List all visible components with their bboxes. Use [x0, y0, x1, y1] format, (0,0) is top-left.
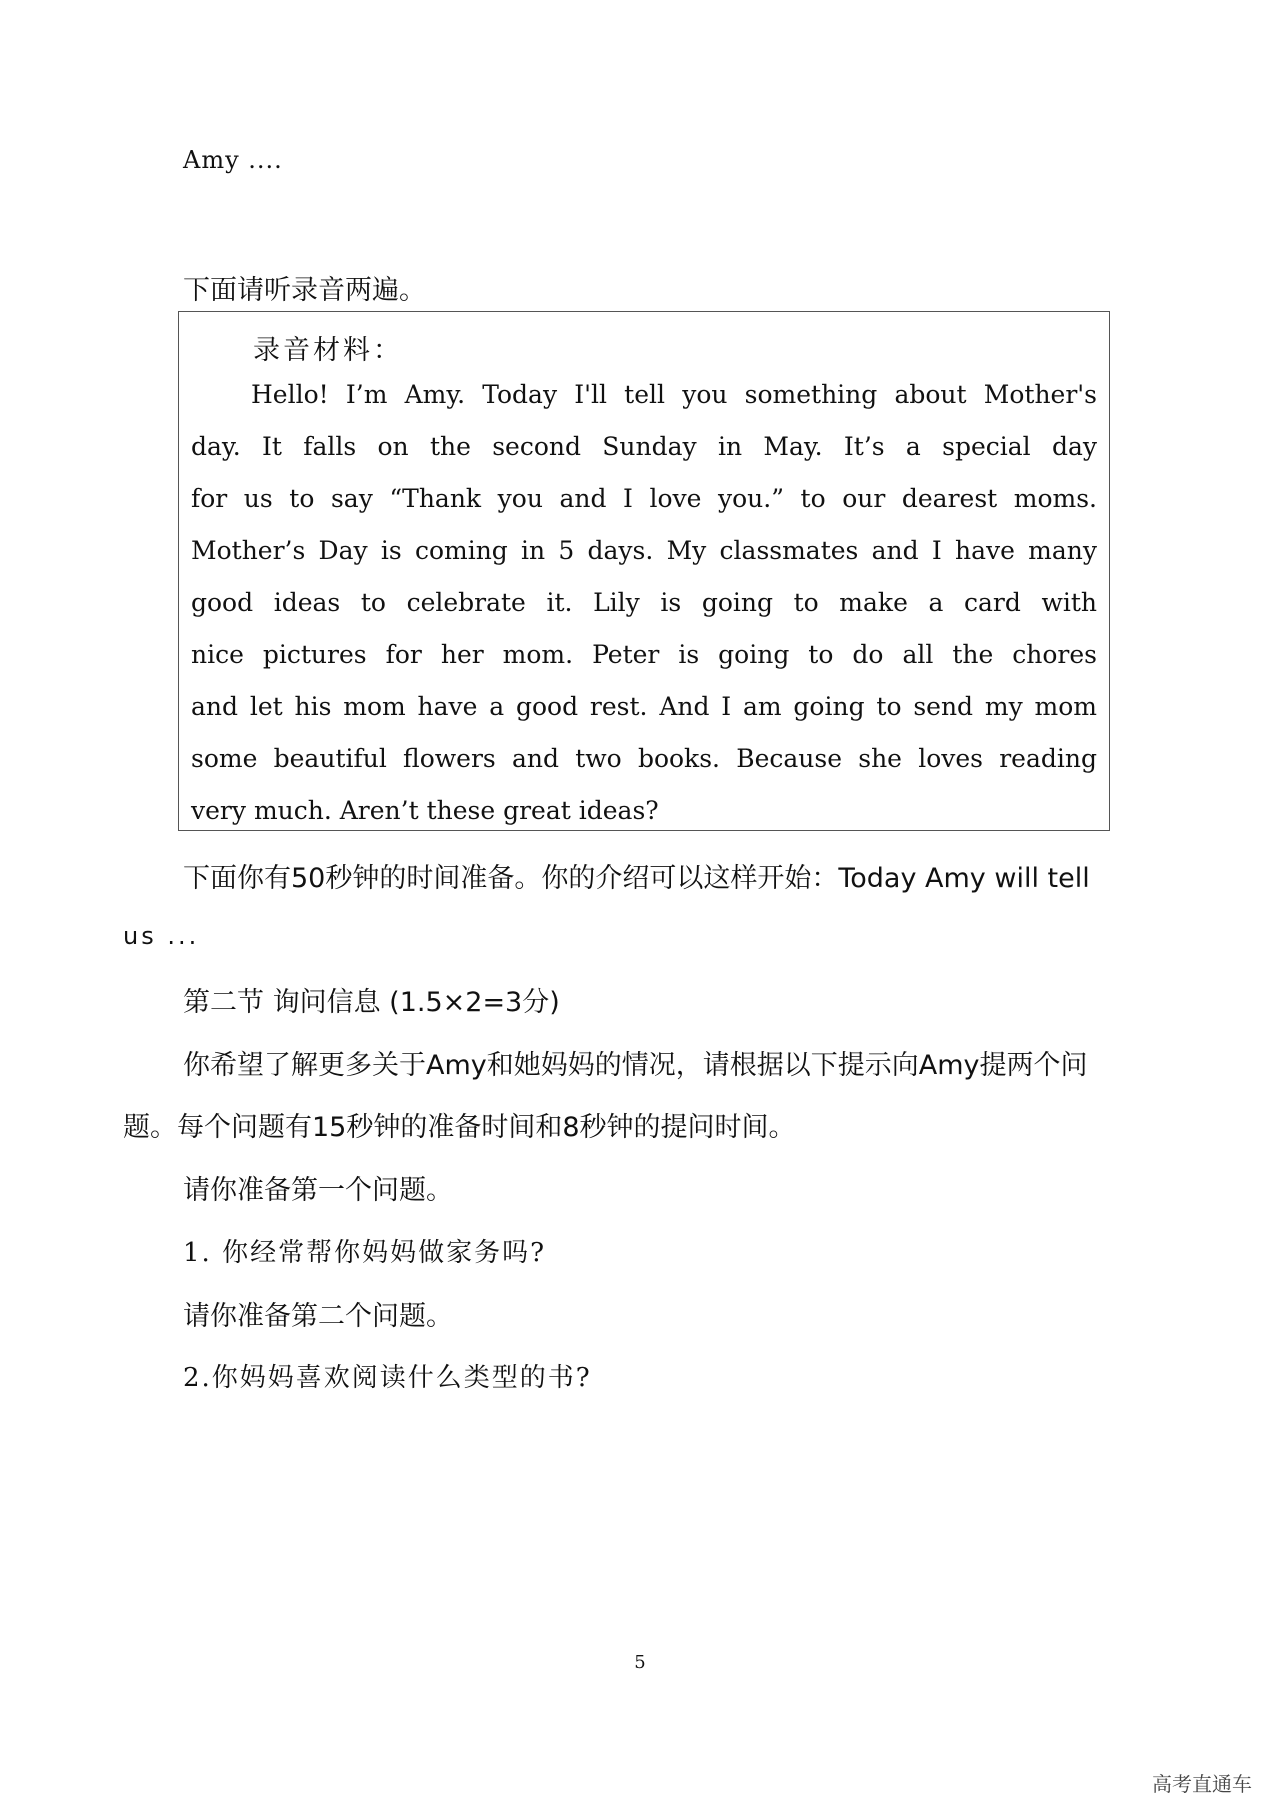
transcript-line: for us to say “Thank you and I love you.” to our dearest moms. — [191, 484, 1097, 513]
transcript-line: Hello! I’m Amy. Today I'll tell you something about Mother's — [251, 380, 1097, 409]
transcript-line: and let his mom have a good rest. And I am going to send my mom — [191, 692, 1097, 721]
transcript-box — [178, 311, 1110, 831]
section-heading: 第二节 询问信息 (1.5×2=3分) — [183, 987, 560, 1018]
transcript-title: 录音材料： — [253, 335, 403, 366]
transcript-line: Mother’s Day is coming in 5 days. My classmates and I have many — [191, 536, 1097, 565]
prepare-question-2: 请你准备第二个问题。 — [183, 1301, 453, 1332]
preparation-instruction-continued: us ... — [123, 922, 200, 950]
amy-intro-line: Amy .... — [183, 146, 283, 174]
section-description: 你希望了解更多关于Amy和她妈妈的情况，请根据以下提示向Amy提两个问 — [183, 1050, 1088, 1081]
transcript-line: some beautiful flowers and two books. Because she loves reading — [191, 744, 1097, 773]
transcript-line: very much. Aren’t these great ideas? — [191, 796, 659, 825]
page-number: 5 — [634, 1652, 646, 1673]
transcript-line: nice pictures for her mom. Peter is going to do all the chores — [191, 640, 1097, 669]
question-2: 2.你妈妈喜欢阅读什么类型的书? — [183, 1363, 592, 1393]
preparation-instruction: 下面你有50秒钟的时间准备。你的介绍可以这样开始：Today Amy will tell — [183, 863, 1090, 894]
question-1: 1. 你经常帮你妈妈做家务吗? — [183, 1238, 547, 1268]
transcript-line: day. It falls on the second Sunday in May. It’s a special day — [191, 432, 1097, 461]
prepare-question-1: 请你准备第一个问题。 — [183, 1175, 453, 1206]
section-description-continued: 题。每个问题有15秒钟的准备时间和8秒钟的提问时间。 — [123, 1112, 796, 1143]
watermark: 高考直通车 — [1152, 1772, 1252, 1796]
transcript-line: good ideas to celebrate it. Lily is going to make a card with — [191, 588, 1097, 617]
listen-instruction: 下面请听录音两遍。 — [183, 275, 426, 306]
